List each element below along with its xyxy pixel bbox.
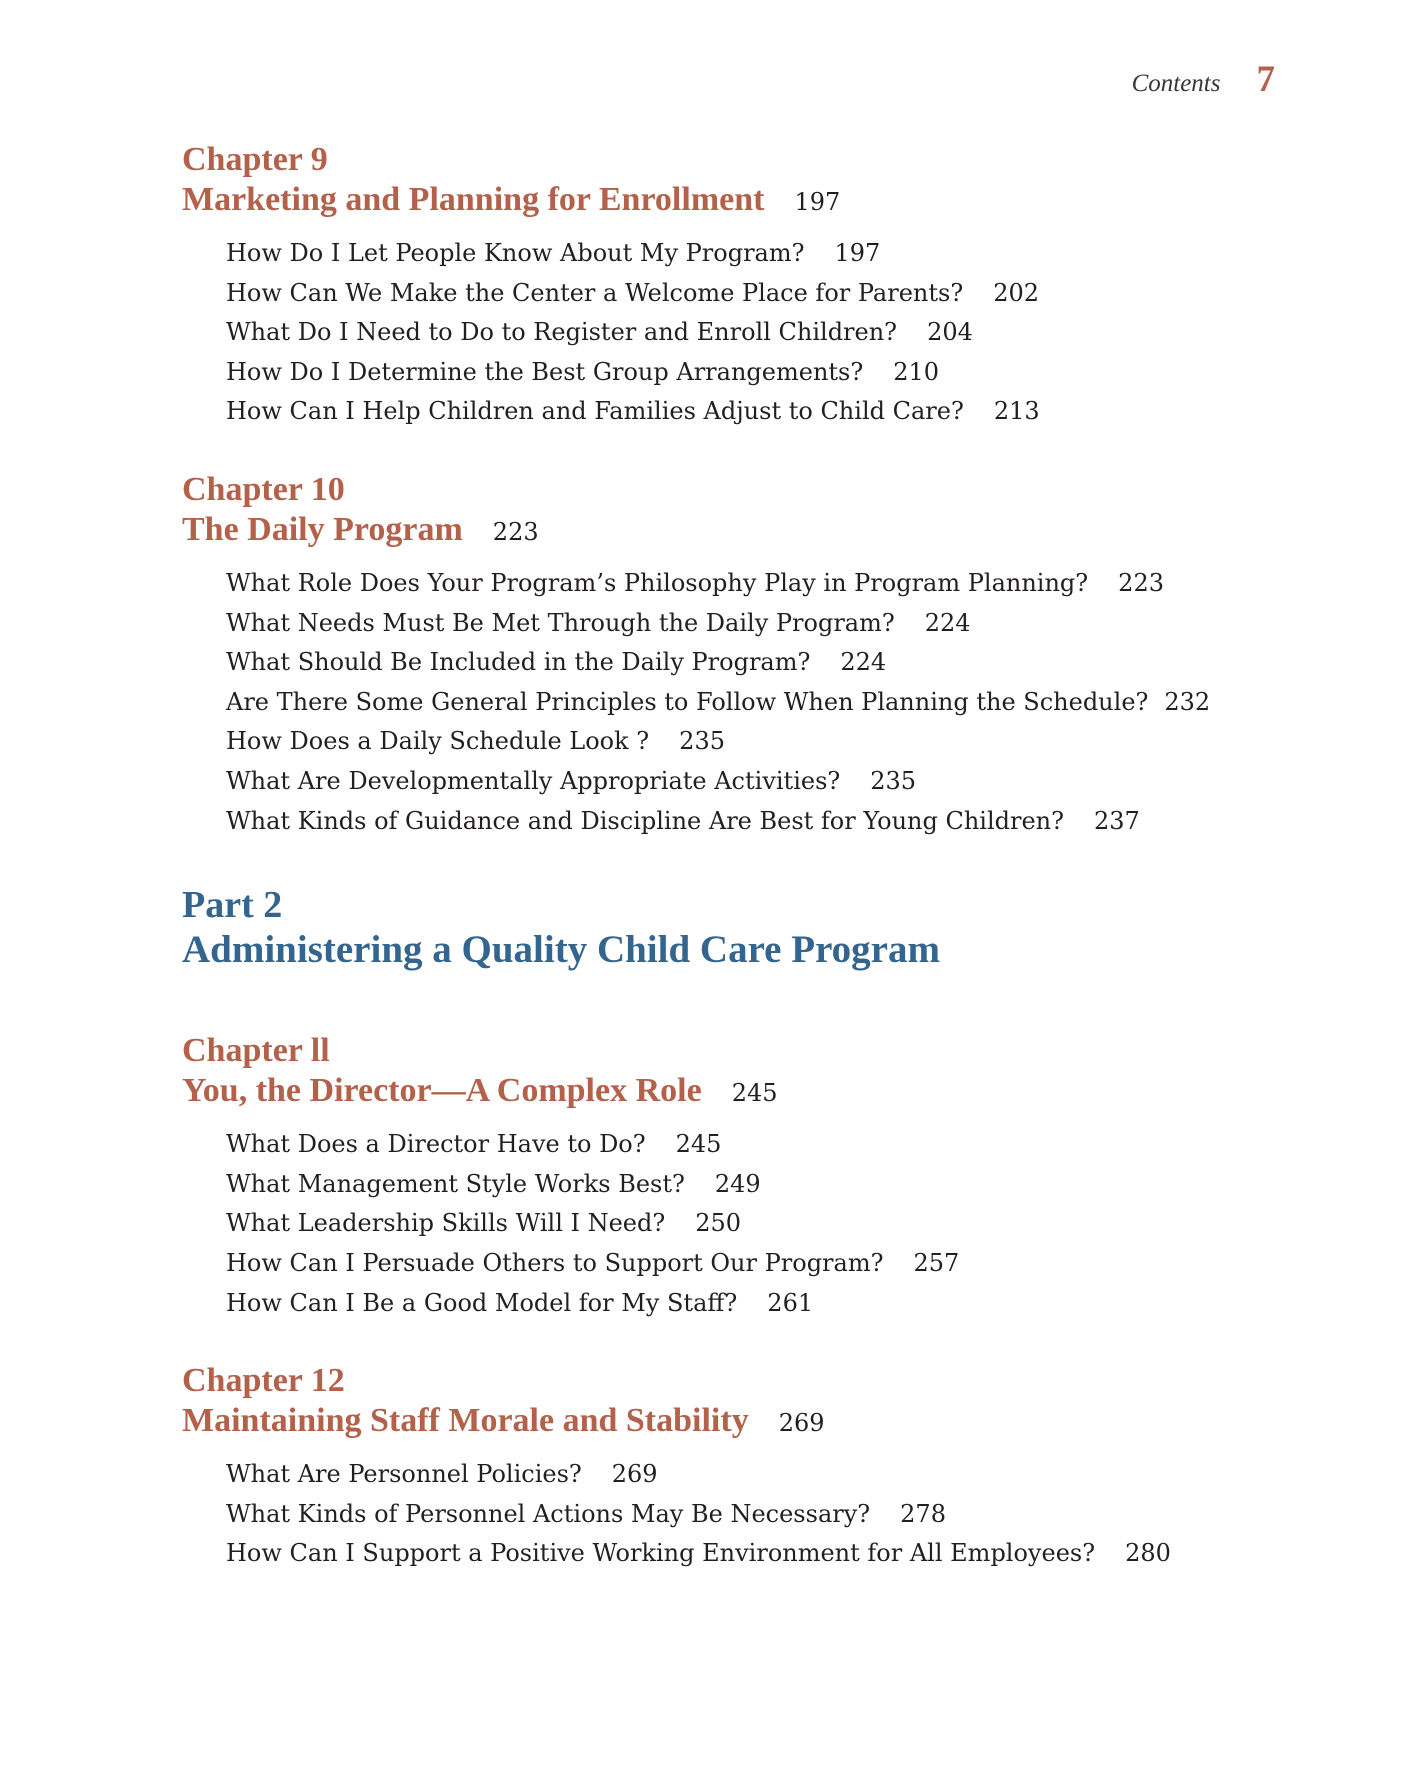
chapter-page: 245	[731, 1079, 778, 1108]
entry-page: 245	[675, 1130, 722, 1159]
entry-text: What Kinds of Personnel Actions May Be Necessary?	[226, 1499, 871, 1528]
chapter-section	[182, 140, 1302, 432]
entry-page: 235	[870, 766, 917, 795]
entry-text: How Can I Persuade Others to Support Our Program?	[226, 1248, 884, 1277]
entry-page: 210	[893, 357, 940, 386]
toc-entry[interactable]	[226, 234, 1302, 274]
chapter-title-line	[182, 1071, 1302, 1113]
toc-entry[interactable]	[226, 643, 1302, 683]
chapter-page: 223	[492, 517, 539, 546]
toc-entry[interactable]	[226, 604, 1302, 644]
entry-page: 202	[993, 278, 1040, 307]
toc-entry[interactable]	[226, 1284, 1302, 1324]
entry-text: What Leadership Skills Will I Need?	[226, 1209, 666, 1238]
toc-entry[interactable]	[226, 1125, 1302, 1165]
toc-entry[interactable]	[226, 762, 1302, 802]
running-head	[1132, 58, 1275, 101]
entry-page: 232	[1164, 687, 1211, 716]
entry-list	[182, 564, 1302, 841]
toc-entry[interactable]	[226, 802, 1302, 842]
chapter-section	[182, 470, 1302, 841]
chapter-number: Chapter ll	[182, 1032, 330, 1070]
entry-page: 204	[927, 318, 973, 347]
entry-text: What Does a Director Have to Do?	[226, 1130, 646, 1159]
entry-text: Are There Some General Principles to Follow When Planning the Schedule?	[226, 687, 1149, 716]
entry-text: How Can I Help Children and Families Adjust to Child Care?	[226, 397, 964, 426]
chapter-section	[182, 1361, 1302, 1574]
entry-page: 235	[679, 727, 725, 756]
toc-entry[interactable]	[226, 1165, 1302, 1205]
chapter-section	[182, 1031, 1302, 1323]
entry-page: 224	[924, 608, 971, 637]
entry-text: What Are Personnel Policies?	[226, 1460, 582, 1489]
entry-list	[182, 1455, 1302, 1574]
entry-text: How Can We Make the Center a Welcome Place for Parents?	[226, 278, 964, 307]
entry-page: 250	[695, 1209, 742, 1238]
toc-entry[interactable]	[226, 313, 1302, 353]
entry-text: What Do I Need to Do to Register and Enroll Children?	[226, 318, 898, 347]
toc-entry[interactable]	[226, 1204, 1302, 1244]
entry-text: How Do I Determine the Best Group Arrangements?	[226, 357, 864, 386]
chapter-number: Chapter 9	[182, 141, 328, 178]
part-number: Part 2	[182, 884, 283, 927]
toc-entry[interactable]	[226, 564, 1302, 604]
entry-text: How Does a Daily Schedule Look ?	[226, 727, 650, 756]
entry-list	[182, 1125, 1302, 1323]
chapter-title-line	[182, 510, 1302, 552]
chapter-title[interactable]: You, the Director—A Complex Role	[182, 1072, 702, 1110]
table-of-contents	[182, 140, 1302, 1612]
chapter-page: 197	[794, 188, 841, 216]
toc-entry[interactable]	[226, 722, 1302, 762]
toc-entry[interactable]	[226, 1495, 1302, 1535]
chapter-number: Chapter 12	[182, 1362, 345, 1400]
chapter-title[interactable]: The Daily Program	[182, 510, 463, 548]
entry-page: 197	[834, 239, 881, 267]
entry-text: What Kinds of Guidance and Discipline Are Best for Young Children?	[226, 806, 1065, 835]
entry-page: 213	[993, 397, 1040, 426]
entry-list	[182, 234, 1302, 432]
toc-entry[interactable]	[226, 1455, 1302, 1495]
entry-text: How Can I Be a Good Model for My Staff?	[226, 1288, 738, 1317]
entry-page: 249	[714, 1169, 761, 1198]
toc-entry[interactable]	[226, 1534, 1302, 1574]
entry-page: 278	[900, 1499, 946, 1528]
entry-text: What Needs Must Be Met Through the Daily Program?	[226, 608, 895, 637]
entry-text: What Management Style Works Best?	[226, 1169, 685, 1198]
entry-text: What Role Does Your Program’s Philosophy Play in Program Planning?	[226, 568, 1089, 597]
chapter-title-line	[182, 1401, 1302, 1443]
entry-page: 257	[913, 1248, 960, 1277]
toc-entry[interactable]	[226, 392, 1302, 432]
entry-page: 224	[840, 648, 887, 677]
part-heading	[182, 883, 1302, 973]
chapter-title[interactable]: Maintaining Staff Morale and Stability	[182, 1402, 749, 1440]
page-number: 7	[1256, 59, 1275, 100]
entry-text: How Do I Let People Know About My Program?	[226, 239, 805, 267]
toc-entry[interactable]	[226, 1244, 1302, 1284]
entry-page: 223	[1118, 568, 1164, 597]
toc-entry[interactable]	[226, 683, 1302, 723]
running-head-label: Contents	[1131, 70, 1221, 97]
part-title[interactable]: Administering a Quality Child Care Program	[182, 928, 940, 972]
entry-text: What Are Developmentally Appropriate Activities?	[226, 766, 841, 795]
chapter-title-line	[182, 180, 1302, 222]
toc-entry[interactable]	[226, 353, 1302, 393]
chapter-number: Chapter 10	[182, 470, 345, 508]
entry-page: 237	[1094, 806, 1140, 835]
entry-text: What Should Be Included in the Daily Program?	[226, 648, 811, 677]
entry-page: 280	[1125, 1539, 1171, 1568]
chapter-title[interactable]: Marketing and Planning for Enrollment	[182, 181, 765, 218]
entry-page: 269	[611, 1460, 658, 1489]
entry-text: How Can I Support a Positive Working Environment for All Employees?	[226, 1539, 1096, 1568]
toc-entry[interactable]	[226, 274, 1302, 314]
chapter-page: 269	[778, 1409, 825, 1438]
entry-page: 261	[767, 1288, 814, 1317]
